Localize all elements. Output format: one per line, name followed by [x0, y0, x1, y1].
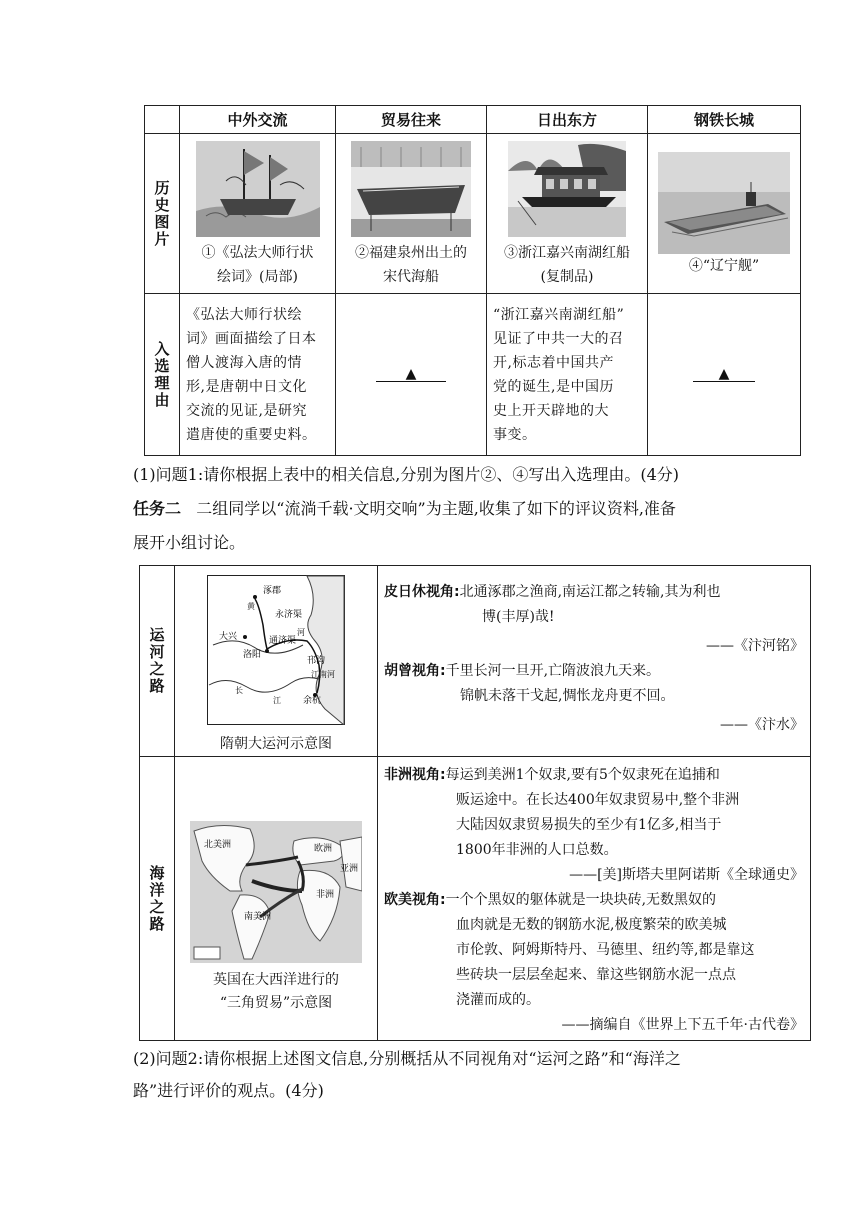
map-label: 涿郡 — [263, 586, 282, 596]
caption-line: ②福建泉州出土的 — [355, 244, 467, 261]
huzeng-view: 胡曾视角:千里长河一旦开,亡隋波浪九天来。 — [384, 663, 661, 679]
map-cell — [175, 757, 378, 1041]
view-label: 非洲视角: — [384, 767, 446, 783]
view-label: 皮日休视角: — [384, 584, 460, 600]
ship-painting-image — [196, 141, 320, 237]
caption-line: ①《弘法大师行状 — [201, 244, 314, 261]
question-2: (2)问题2:请你根据上述图文信息,分别概括从不同视角对“运河之路”和“海洋之 — [133, 1049, 681, 1068]
map-label: 黄 — [247, 602, 255, 611]
view-label: 欧美视角: — [384, 892, 446, 908]
reason-cell — [487, 294, 648, 456]
question-1: (1)问题1:请你根据上表中的相关信息,分别为图片②、④写出入选理由。(4分) — [133, 465, 679, 484]
answer-blank — [336, 367, 486, 382]
song-ship-image — [351, 141, 471, 237]
row-label-cell — [140, 757, 175, 1041]
map-label: 非洲 — [316, 889, 335, 900]
africa-source: ——[美]斯塔夫里阿诺斯《全球通史》 — [569, 867, 804, 883]
pirixiu-view: 皮日休视角:北通涿郡之渔商,南运江都之转输,其为利也 — [384, 584, 721, 600]
huzeng-view-cont: 锦帆未落干戈起,惆怅龙舟更不回。 — [460, 688, 675, 704]
map-label: 北美洲 — [204, 839, 232, 850]
pirixiu-view-cont: 博(丰厚)哉! — [482, 609, 555, 625]
task-2-text-cont: 展开小组讨论。 — [133, 533, 246, 552]
map-label: 亚洲 — [340, 863, 359, 874]
row-label-reasons: 入选理由 — [152, 340, 171, 409]
header-cell: 中外交流 — [180, 106, 336, 134]
reason-text-1: 《弘法大师行状绘 词》画面描绘了日本 僧人渡海入唐的情 形,是唐朝中日文化 交流的见证,是研究 遣唐使的重要史料。 — [186, 306, 317, 443]
header-cell: 日出东方 — [487, 106, 648, 134]
view-label: 胡曾视角: — [384, 663, 446, 679]
map-label: 南美洲 — [244, 911, 272, 922]
liaoning-carrier-image — [658, 152, 790, 254]
africa-view: 非洲视角:每运到美洲1个奴隶,要有5个奴隶死在追捕和 — [384, 767, 720, 783]
caption-line: (复制品) — [540, 268, 594, 285]
ocean-map-caption: 英国在大西洋进行的 “三角贸易”示意图 — [213, 971, 339, 1011]
map-label: 永济渠 — [275, 610, 303, 620]
map-label: 大兴 — [219, 632, 238, 642]
reason-cell — [336, 294, 487, 456]
task-2-intro — [133, 494, 833, 524]
map-label: 欧洲 — [314, 843, 333, 854]
reason-cell — [648, 294, 801, 456]
row-label-cell — [140, 566, 175, 757]
caption-line: 绘词》(局部) — [217, 268, 298, 285]
ocean-views-cell: 非洲视角:每运到美洲1个奴隶,要有5个奴隶死在追捕和 贩运途中。在长达400年奴隶贸易中,整个非洲 大陆因奴隶贸易损失的至少有1亿多,相当于 1800年非洲的人口总数。 ——[美]斯塔夫里阿诺斯《全球通史》 欧美视角:一个个黑奴的躯体就是一块块砖,无数黑奴的 血肉就是无数的钢筋水泥,极度繁荣的欧美城 市伦敦、阿姆斯特丹、马德里、纽约等,都是靠这 些砖块一层层垒起来、靠这些钢筋水泥一点点 浇灌而成的。 ——摘编自《世界上下五千年·古代卷》 — [378, 757, 811, 1041]
history-items-table — [144, 105, 801, 456]
euro-view: 欧美视角:一个个黑奴的躯体就是一块块砖,无数黑奴的 — [384, 892, 717, 908]
sui-canal-map — [207, 575, 345, 725]
map-label: 邗沟 — [307, 656, 326, 666]
answer-blank — [648, 367, 800, 382]
header-cell: 钢铁长城 — [648, 106, 801, 134]
map-label: 江南河 — [311, 670, 335, 679]
task-2-text: 二组同学以“流淌千载·文明交响”为主题,收集了如下的评议资料,准备 — [196, 499, 676, 518]
reason-cell — [180, 294, 336, 456]
reason-text-3: “浙江嘉兴南湖红船” 见证了中共一大的召 开,标志着中国共产 党的诞生,是中国历 史上开天辟地的大 事变。 — [493, 306, 625, 443]
picture-cell — [648, 134, 801, 294]
picture-cell — [180, 134, 336, 294]
map-label: 江 — [273, 696, 281, 705]
map-label: 河 — [297, 628, 305, 637]
canal-views-cell — [378, 566, 811, 757]
map-label: 洛阳 — [243, 650, 262, 660]
row-label-cell — [145, 294, 180, 456]
triangle-icon: ▲ — [405, 366, 417, 382]
triangle-trade-map — [190, 821, 362, 963]
triangle-icon: ▲ — [718, 366, 730, 382]
task-2-label: 任务二 — [133, 499, 182, 518]
picture-cell — [336, 134, 487, 294]
picture-cell — [487, 134, 648, 294]
caption-line: 宋代海船 — [383, 268, 439, 285]
map-label: 余杭 — [303, 696, 322, 706]
caption-line: ③浙江嘉兴南湖红船 — [504, 244, 630, 261]
huzeng-source: ——《汴水》 — [720, 717, 804, 733]
row-label-cell — [145, 134, 180, 294]
canal-map-caption: 隋朝大运河示意图 — [220, 736, 332, 752]
evaluation-table — [139, 565, 811, 1041]
corner-cell — [145, 106, 180, 134]
pirixiu-source: ——《汴河铭》 — [706, 638, 804, 654]
row-label-ocean: 海洋之路 — [147, 864, 166, 933]
row-label-canal: 运河之路 — [147, 627, 166, 695]
red-boat-image — [508, 141, 626, 237]
question-2-cont: 路”进行评价的观点。(4分) — [133, 1081, 324, 1100]
map-label: 长 — [235, 686, 243, 695]
caption-line: ④“辽宁舰” — [688, 257, 760, 274]
euro-source: ——摘编自《世界上下五千年·古代卷》 — [561, 1017, 804, 1033]
map-cell — [175, 566, 378, 757]
header-cell: 贸易往来 — [336, 106, 487, 134]
row-label-pictures: 历史图片 — [152, 179, 171, 248]
map-label: 通济渠 — [269, 636, 297, 646]
